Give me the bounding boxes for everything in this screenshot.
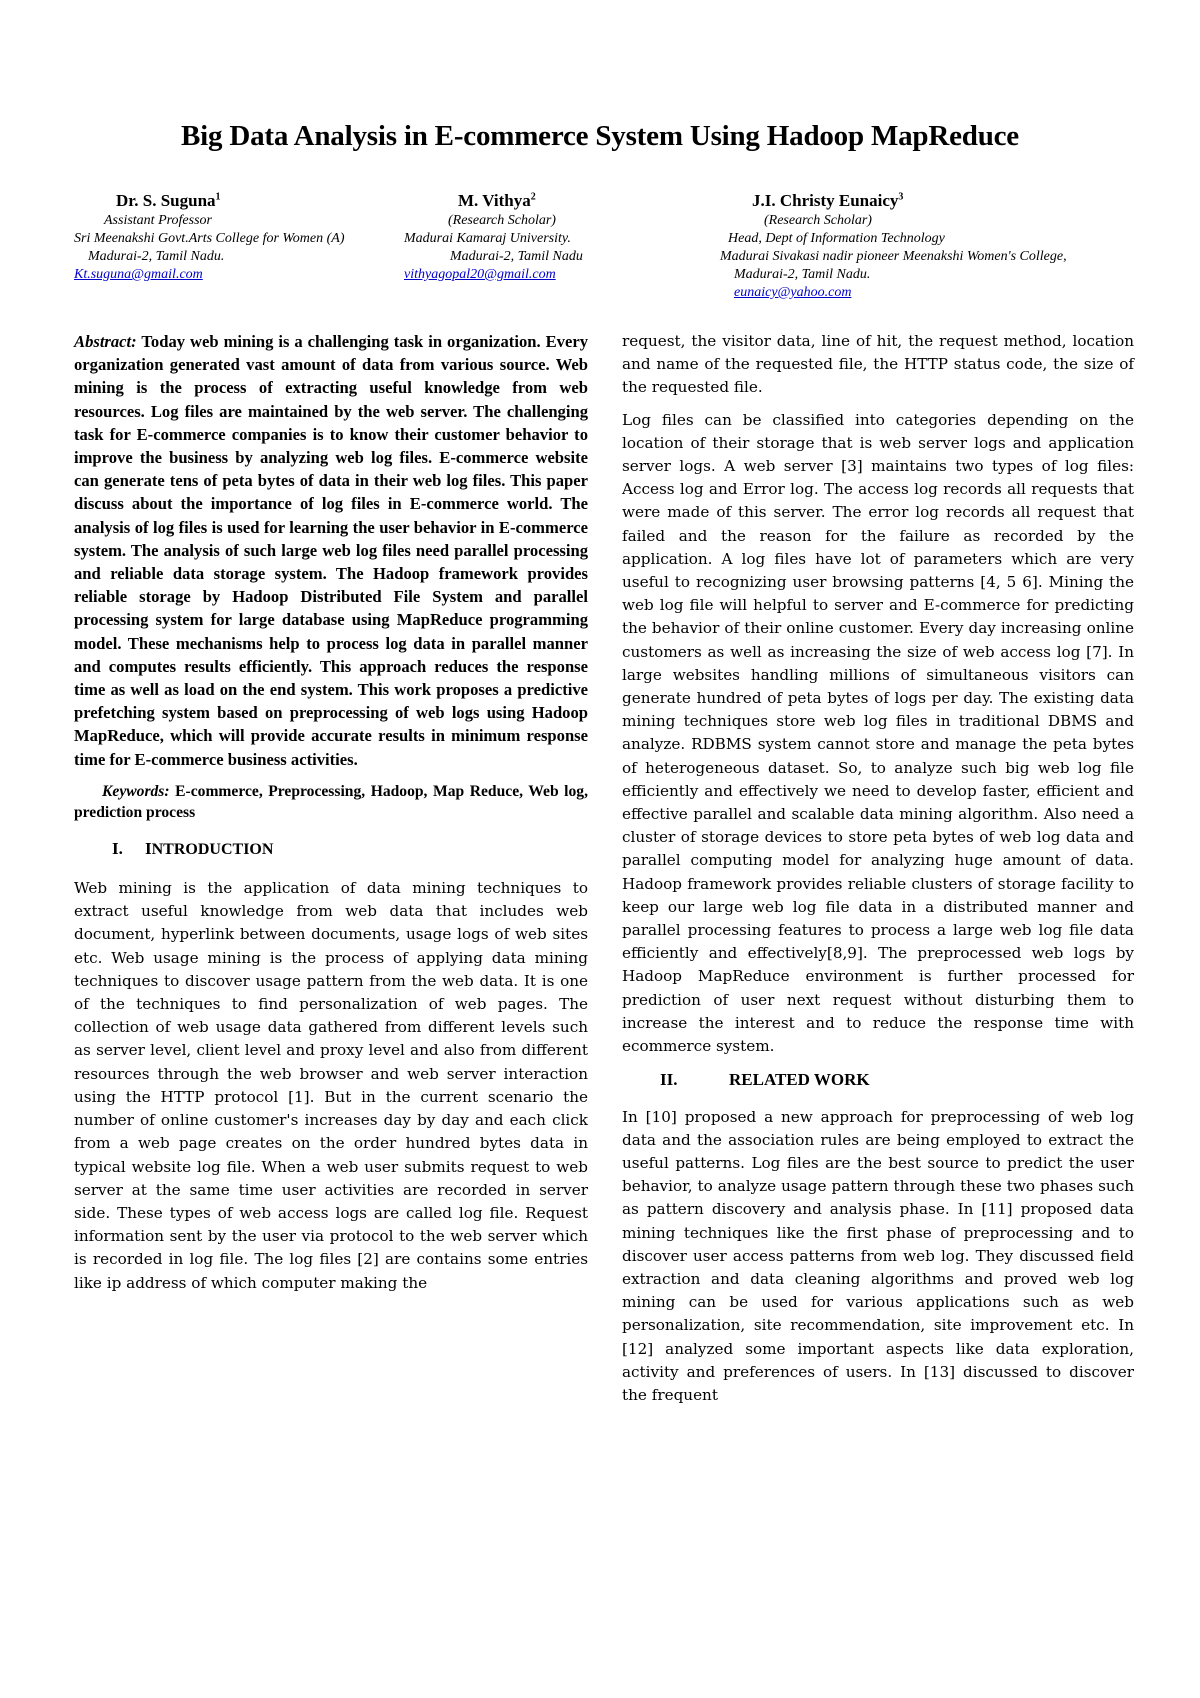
keywords-label: Keywords: [102,782,170,800]
author-affiliation: Head, Dept of Information Technology [728,231,945,246]
author-2 [404,191,664,284]
author-affiliation: Assistant Professor [104,213,212,228]
keywords-text: E-commerce, Preprocessing, Hadoop, Map Reduce, Web log, prediction process [74,782,588,821]
author-name: J.I. Christy Eunaicy$^3$ [752,191,904,210]
author-affiliation: Madurai-2, Tamil Nadu. [734,267,871,282]
body-paragraph: request, the visitor data, line of hit, the request method, location and name of the requested file, the HTTP status code, the size of the requested file. [622,332,1134,397]
section-title: RELATED WORK [729,1070,870,1090]
section-title-initial: I [145,838,152,858]
related-work-paragraph: In [10] proposed a new approach for preprocessing of web log data and the association rules are being employed to extract the useful patterns. Log files are the best source to predict the user behavior, to analyze usage pattern through these two phases such as pattern discovery and analysis phase. In [11] proposed data mining techniques like the first phase of preprocessing and to discover user access patterns from web log. They discussed field extraction and data cleaning algorithms and proved web log mining can be used for various applications such as web personalization, site recommendation, site improvement etc. In [12] analyzed some important aspects like data exploration, activity and preferences of users. In [13] discussed to discover the frequent [622,1107,1134,1404]
author-affiliation: (Research Scholar) [448,213,556,228]
author-email-link[interactable]: vithyagopal20@gmail.com [404,267,556,282]
section-title-rest: NTRODUCTION [151,840,274,858]
author-affiliation: Madurai-2, Tamil Nadu. [88,249,225,264]
right-column [622,330,1134,1416]
abstract-label: Abstract: [74,332,137,351]
keywords [74,781,588,823]
author-affiliation: (Research Scholar) [764,213,872,228]
author-email-link[interactable]: Kt.suguna@gmail.com [74,267,203,282]
author-affiliation: Madurai Sivakasi nadir pioneer Meenakshi Women's College, [720,249,1067,264]
author-1 [74,191,404,284]
section-number: II. [660,1070,678,1090]
author-affiliation: Sri Meenakshi Govt.Arts College for Women (A) [74,231,345,246]
section-number: I. [112,838,123,858]
abstract-text: Today web mining is a challenging task in organization. Every organization generated vast amount of data from various source. Web mining is the process of extracting useful knowledge from web resources. Log files are maintained by the web server. The challenging task for E-commerce companies is to know their customer behavior to improve the business by analyzing web log files. E-commerce website can generate tens of peta bytes of data in their web log files. This paper discuss about the importance of log files in E-commerce world. The analysis of log files is used for learning the user behavior in E-commerce system. The analysis of such large web log files need parallel processing and reliable data storage system. The Hadoop framework provides reliable storage by Hadoop Distributed File System and parallel processing system for large database using MapReduce programming model. These mechanisms help to process log data in parallel manner and computes results efficiently. This approach reduces the response time as well as load on the end system. This work proposes a predictive prefetching system based on preprocessing of web logs using Hadoop MapReduce, which will provide accurate results in minimum response time for E-commerce business activities. [74,332,588,769]
section-heading-introduction [74,837,588,861]
body-paragraph: Log files can be classified into categories depending on the location of their storage that is web server logs and application server logs. A web server [3] maintains two types of log files: Access log and Error log. The access log records all requests that were made of this server. The error log records all request that failed and the reason for the failure as recorded by the application. A log files have lot of parameters which are very useful to recognizing user browsing patterns [4, 5 6]. Mining the web log file will helpful to server and E-commerce for predicting the behavior of their online customer. Every day increasing online customers as well as increasing the size of web access log [7]. In large websites handling millions of simultaneous visitors can generate hundred of peta bytes of logs per day. The existing data mining techniques store web log files in traditional DBMS and analyze. RDBMS system cannot store and manage the peta bytes of heterogeneous dataset. So, to analyze such big web log file efficiently and effectively we need to develop faster, efficient and effective parallel and scalable data mining algorithm. Also need a cluster of storage devices to store peta bytes of web log data and parallel computing model for analyzing huge amount of data. Hadoop framework provides reliable clusters of storage facility to keep our large web log file data in a distributed manner and parallel processing features to process a large web log file data efficiently and effectively[8,9]. The preprocessed web logs by Hadoop MapReduce environment is further processed for prediction of user next request without disturbing them to increase the interest and to reduce the response time with ecommerce system. [622,410,1134,1056]
left-column [74,330,588,1304]
section-heading-related-work [622,1068,1134,1091]
author-name: Dr. S. Suguna$^1$ [116,191,221,210]
author-affiliation: Madurai Kamaraj University. [404,231,571,246]
abstract [74,330,588,771]
introduction-paragraph: Web mining is the application of data mining techniques to extract useful knowledge from web data that includes web document, hyperlink between documents, usage logs of web sites etc. Web usage mining is the process of applying data mining techniques to discover usage pattern from the web data. It is one of the techniques to find personalization of web pages. The collection of web usage data gathered from different levels such as server level, client level and proxy level and also from different resources through the web browser and web server interaction using the HTTP protocol [1]. But in the current scenario the number of online customer's increases day by day and each click from a web page creates on the order hundred bytes data in typical website log file. When a web user submits request to web server at the same time user activities are recorded in server side. These types of web access logs are called log file. Request information sent by the user via protocol to the web server which is recorded in log file. The log files [2] are contains some entries like ip address of which computer making the [74,879,588,1292]
author-email-link[interactable]: eunaicy@yahoo.com [734,285,852,300]
paper-title: Big Data Analysis in E-commerce System Using Hadoop MapReduce [181,120,1019,152]
author-3 [720,191,1160,302]
author-affiliation: Madurai-2, Tamil Nadu [450,249,583,264]
author-name: M. Vithya$^2$ [458,191,536,210]
